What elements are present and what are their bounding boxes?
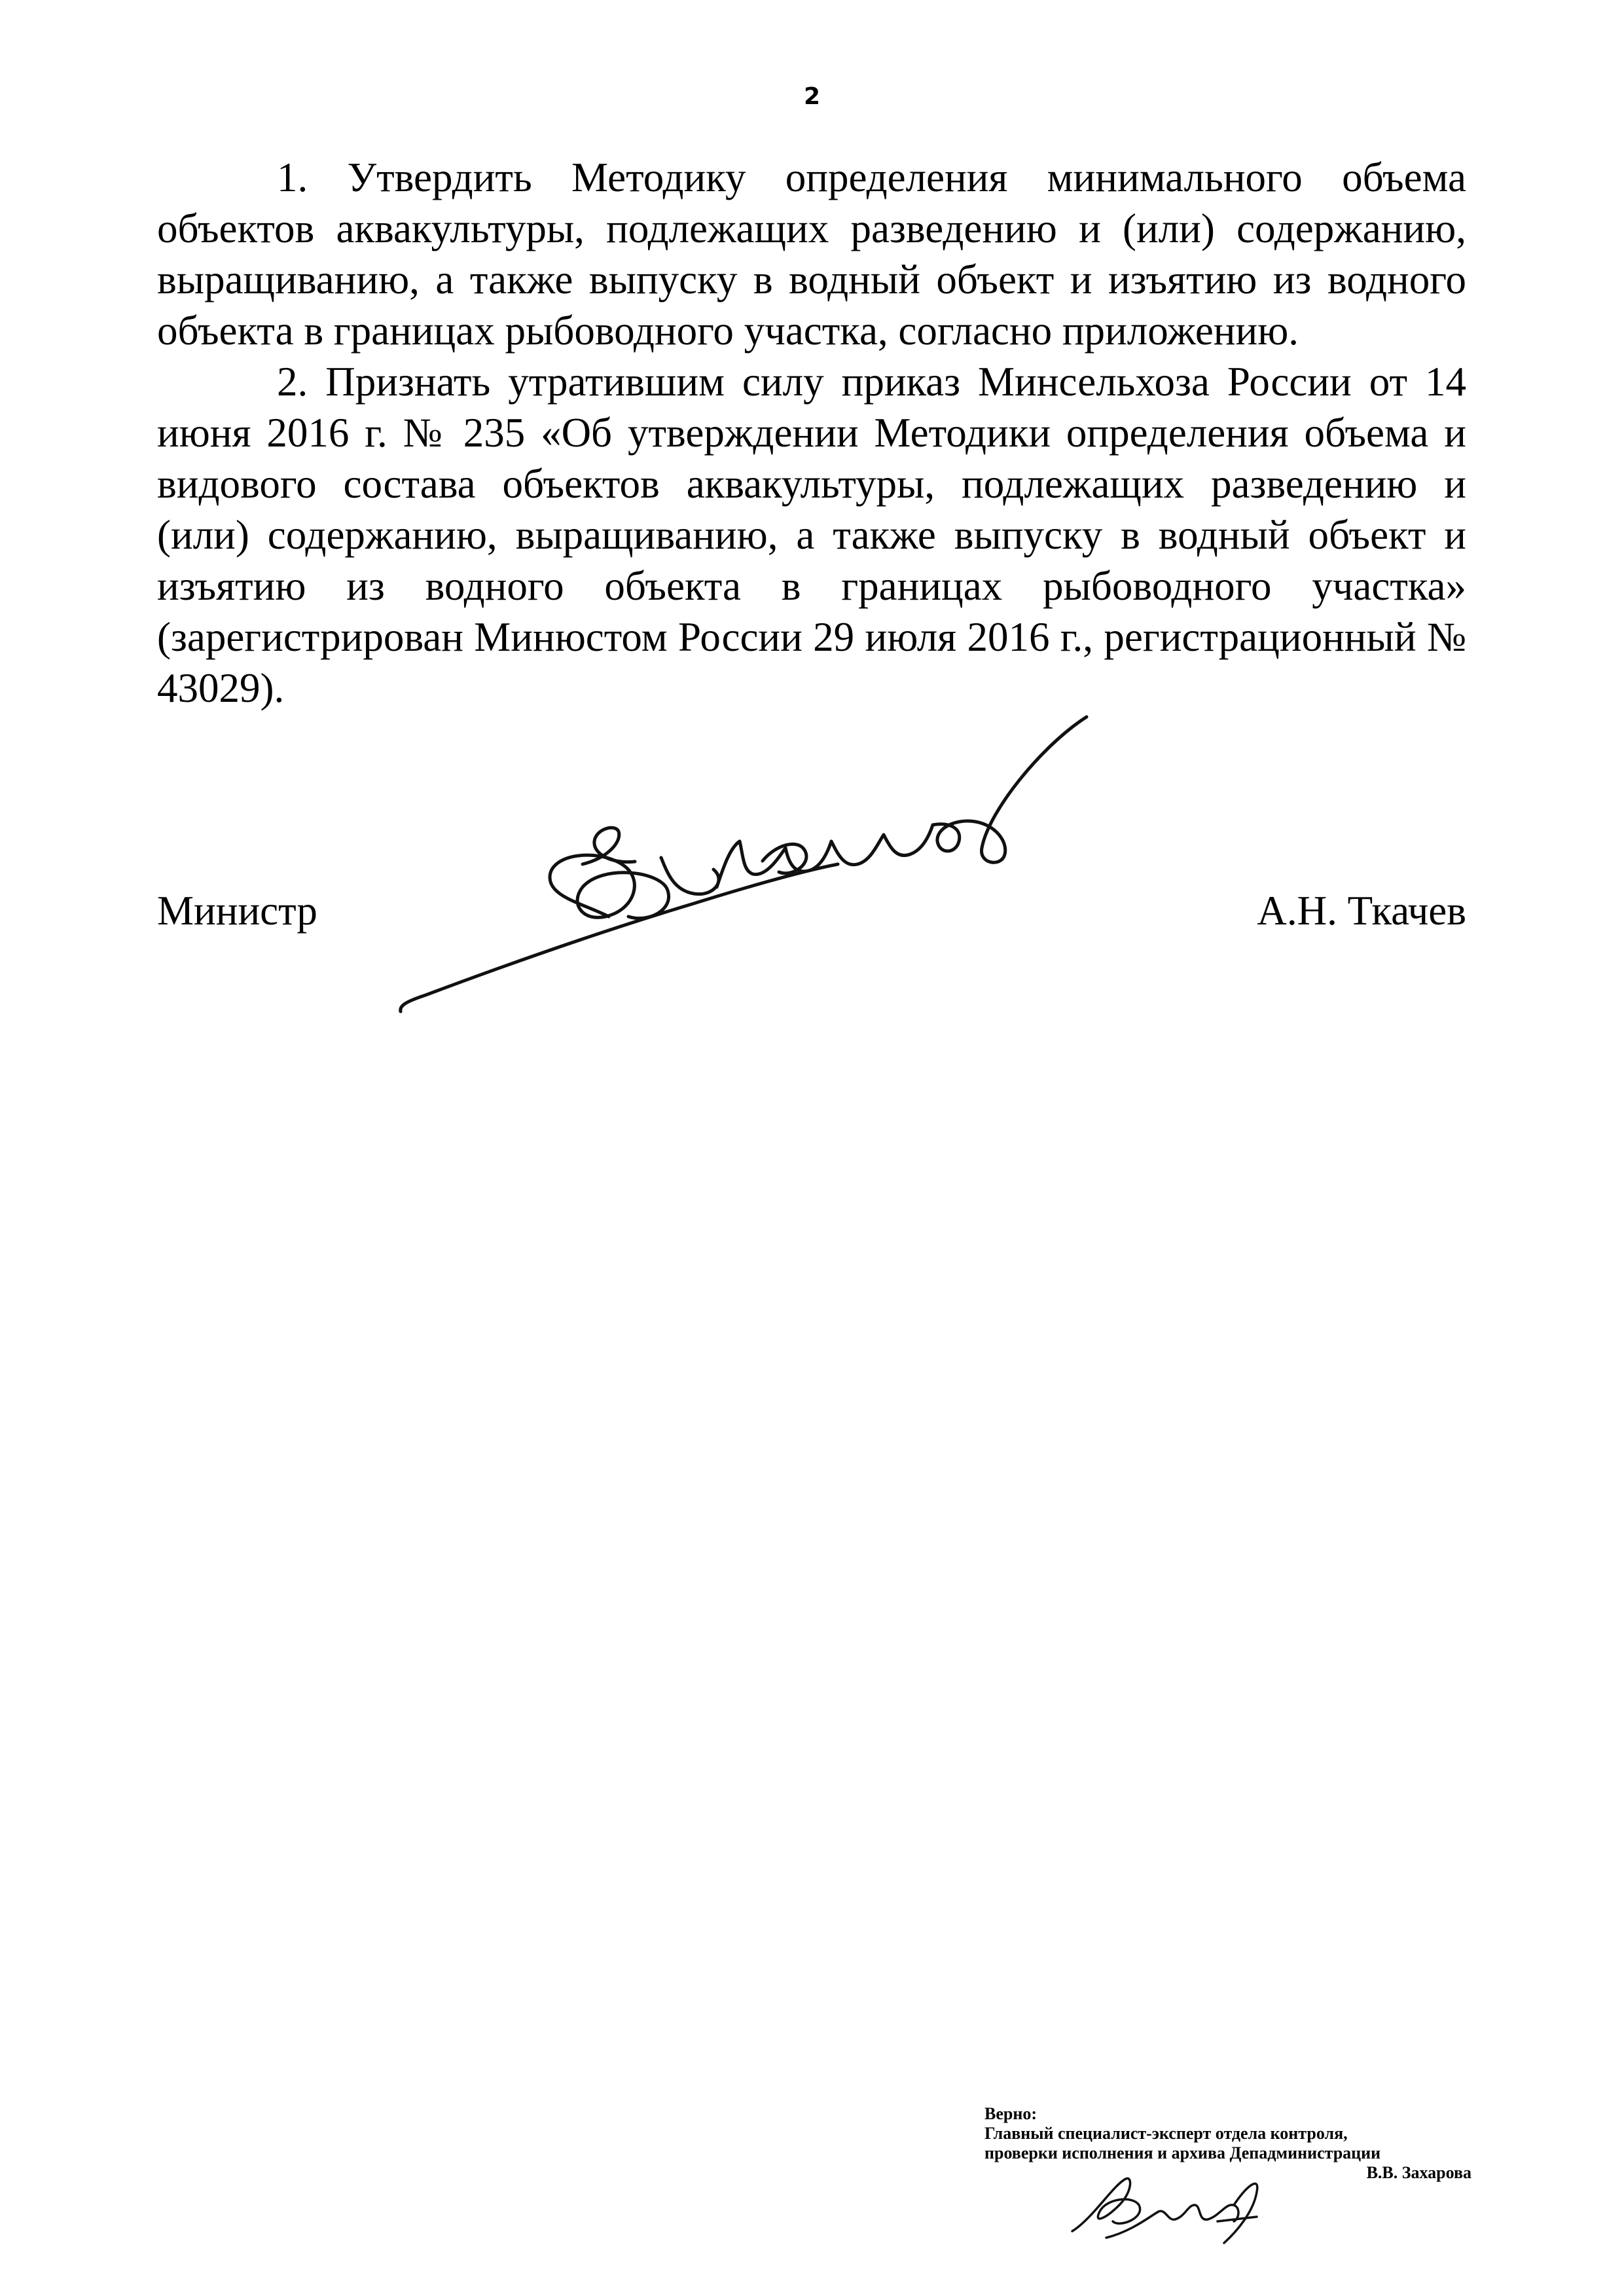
signature-stroke [583, 828, 635, 864]
certifier-signature [1067, 2159, 1263, 2244]
certification-position-line-1: Главный специалист-эксперт отдела контроля, [984, 2124, 1348, 2143]
signature-stroke [1072, 2178, 1140, 2231]
minister-signature [386, 707, 1106, 1021]
paragraph-1: 1. Утвердить Методику определения минимального объема объектов аквакультуры, подлежащих разведению и (или) содержанию, выращиванию, а также выпуску в водный объект и изъятию из водного объекта в границах рыбоводного участка, согласно приложению. [157, 155, 1466, 354]
signature-row [157, 885, 1466, 944]
page-number: 2 [803, 83, 821, 110]
certification-label: Верно: [984, 2104, 1037, 2123]
signature-stroke [933, 717, 1087, 862]
certification-name: В.В. Захарова [1366, 2163, 1471, 2182]
signer-title: Министр [157, 888, 317, 934]
signature-stroke [1224, 2183, 1257, 2243]
paragraph-2: 2. Признать утратившим силу приказ Минсельхоза России от 14 июня 2016 г. № 235 «Об утверждении Методики определения объема и видового состава объектов аквакультуры, подлежащих разведению и (или) содержанию, выращиванию, а также выпуску в водный объект и изъятию из водного объекта в границах рыбоводного участка» (зарегистрирован Минюстом России 29 июля 2016 г., регистрационный № 43029). [157, 359, 1466, 711]
document-body [157, 152, 1466, 714]
signer-name: А.Н. Ткачев [1257, 888, 1466, 934]
certification-position-line-2: проверки исполнения и архива Депадминистрации [984, 2143, 1381, 2162]
signature-stroke [717, 825, 933, 887]
